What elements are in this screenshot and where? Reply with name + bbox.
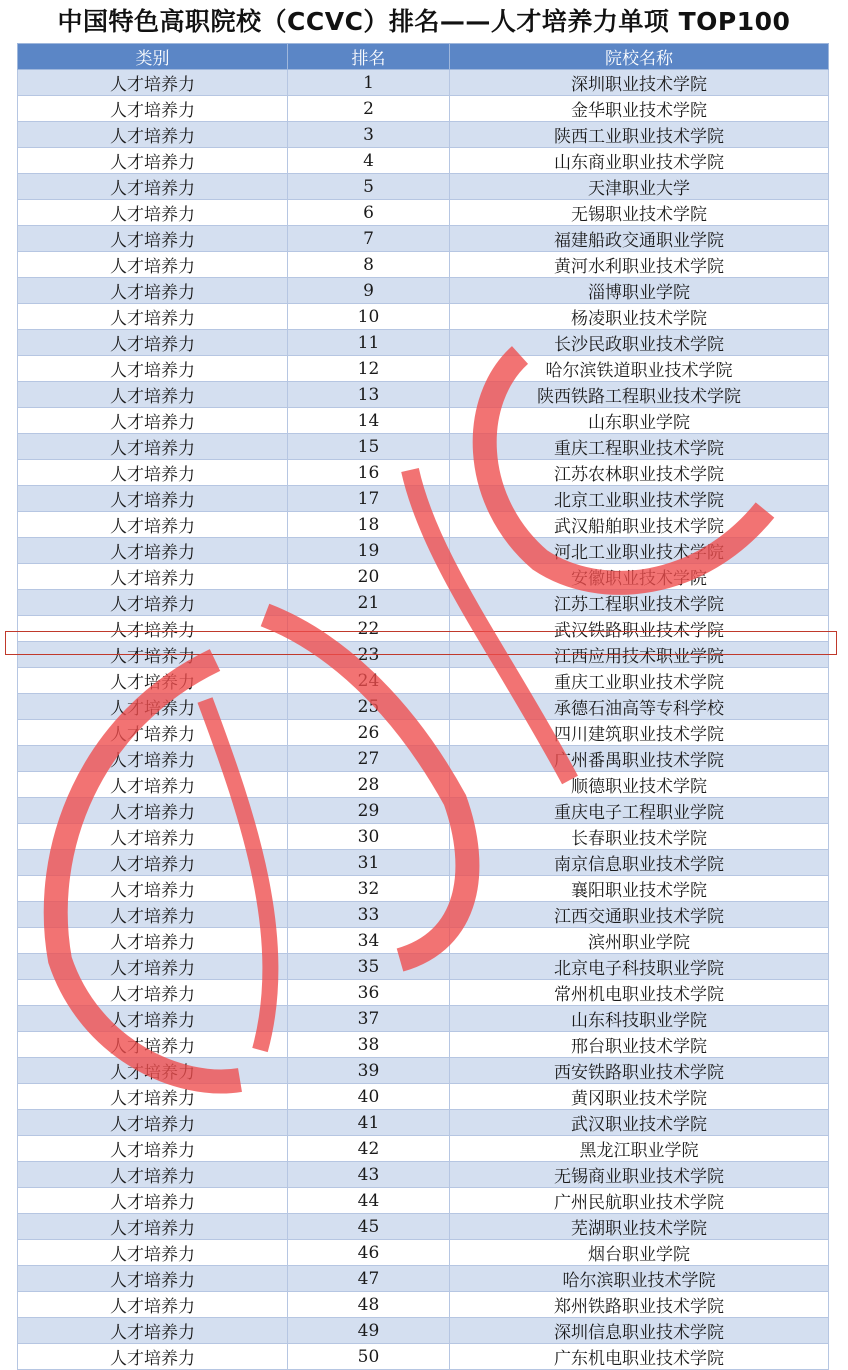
cell-school: 邢台职业技术学院 — [450, 1032, 829, 1058]
cell-school: 芜湖职业技术学院 — [450, 1214, 829, 1240]
table-row — [18, 928, 829, 954]
cell-category: 人才培养力 — [18, 590, 288, 616]
cell-category: 人才培养力 — [18, 564, 288, 590]
table-row — [18, 954, 829, 980]
table-row — [18, 434, 829, 460]
cell-rank: 33 — [288, 902, 450, 928]
cell-category: 人才培养力 — [18, 772, 288, 798]
table-row — [18, 226, 829, 252]
cell-category: 人才培养力 — [18, 460, 288, 486]
cell-category: 人才培养力 — [18, 1084, 288, 1110]
table-row — [18, 70, 829, 96]
cell-rank: 2 — [288, 96, 450, 122]
cell-rank: 14 — [288, 408, 450, 434]
table-row — [18, 304, 829, 330]
table-row — [18, 96, 829, 122]
cell-category: 人才培养力 — [18, 954, 288, 980]
cell-rank: 45 — [288, 1214, 450, 1240]
cell-rank: 34 — [288, 928, 450, 954]
cell-category: 人才培养力 — [18, 304, 288, 330]
cell-category: 人才培养力 — [18, 200, 288, 226]
cell-category: 人才培养力 — [18, 1266, 288, 1292]
cell-rank: 17 — [288, 486, 450, 512]
cell-rank: 29 — [288, 798, 450, 824]
cell-school: 江西交通职业技术学院 — [450, 902, 829, 928]
cell-school: 山东商业职业技术学院 — [450, 148, 829, 174]
table-row — [18, 980, 829, 1006]
cell-category: 人才培养力 — [18, 1006, 288, 1032]
cell-school: 襄阳职业技术学院 — [450, 876, 829, 902]
cell-category: 人才培养力 — [18, 408, 288, 434]
cell-rank: 9 — [288, 278, 450, 304]
table-row — [18, 1318, 829, 1344]
table-row — [18, 1240, 829, 1266]
table-row — [18, 694, 829, 720]
cell-rank: 43 — [288, 1162, 450, 1188]
table-row — [18, 252, 829, 278]
table-row — [18, 460, 829, 486]
cell-school: 广州番禺职业技术学院 — [450, 746, 829, 772]
table-row — [18, 668, 829, 694]
table-row — [18, 1084, 829, 1110]
cell-category: 人才培养力 — [18, 1188, 288, 1214]
cell-rank: 49 — [288, 1318, 450, 1344]
cell-category: 人才培养力 — [18, 486, 288, 512]
table-row — [18, 408, 829, 434]
cell-category: 人才培养力 — [18, 1214, 288, 1240]
cell-rank: 30 — [288, 824, 450, 850]
cell-school: 北京电子科技职业学院 — [450, 954, 829, 980]
table-row — [18, 824, 829, 850]
cell-category: 人才培养力 — [18, 226, 288, 252]
table-row — [18, 772, 829, 798]
cell-category: 人才培养力 — [18, 1110, 288, 1136]
cell-category: 人才培养力 — [18, 902, 288, 928]
cell-rank: 46 — [288, 1240, 450, 1266]
cell-rank: 22 — [288, 616, 450, 642]
table-row — [18, 902, 829, 928]
cell-school: 江苏工程职业技术学院 — [450, 590, 829, 616]
cell-school: 天津职业大学 — [450, 174, 829, 200]
table-row — [18, 642, 829, 668]
cell-school: 重庆电子工程职业学院 — [450, 798, 829, 824]
cell-rank: 15 — [288, 434, 450, 460]
cell-rank: 5 — [288, 174, 450, 200]
cell-school: 江西应用技术职业学院 — [450, 642, 829, 668]
cell-school: 武汉职业技术学院 — [450, 1110, 829, 1136]
cell-rank: 6 — [288, 200, 450, 226]
cell-school: 安徽职业技术学院 — [450, 564, 829, 590]
cell-rank: 36 — [288, 980, 450, 1006]
table-row — [18, 876, 829, 902]
cell-category: 人才培养力 — [18, 980, 288, 1006]
cell-school: 黄河水利职业技术学院 — [450, 252, 829, 278]
cell-category: 人才培养力 — [18, 616, 288, 642]
cell-rank: 18 — [288, 512, 450, 538]
cell-category: 人才培养力 — [18, 668, 288, 694]
table-row — [18, 148, 829, 174]
cell-school: 哈尔滨铁道职业技术学院 — [450, 356, 829, 382]
cell-rank: 50 — [288, 1344, 450, 1370]
cell-category: 人才培养力 — [18, 1292, 288, 1318]
cell-rank: 42 — [288, 1136, 450, 1162]
cell-school: 重庆工业职业技术学院 — [450, 668, 829, 694]
cell-category: 人才培养力 — [18, 434, 288, 460]
table-row — [18, 382, 829, 408]
column-header-category: 类别 — [18, 44, 288, 70]
table-row — [18, 538, 829, 564]
cell-category: 人才培养力 — [18, 1058, 288, 1084]
cell-category: 人才培养力 — [18, 174, 288, 200]
cell-rank: 3 — [288, 122, 450, 148]
cell-school: 四川建筑职业技术学院 — [450, 720, 829, 746]
cell-school: 深圳信息职业技术学院 — [450, 1318, 829, 1344]
cell-school: 重庆工程职业技术学院 — [450, 434, 829, 460]
cell-school: 烟台职业学院 — [450, 1240, 829, 1266]
cell-rank: 37 — [288, 1006, 450, 1032]
cell-category: 人才培养力 — [18, 928, 288, 954]
cell-rank: 25 — [288, 694, 450, 720]
cell-category: 人才培养力 — [18, 1162, 288, 1188]
cell-rank: 39 — [288, 1058, 450, 1084]
cell-rank: 21 — [288, 590, 450, 616]
cell-school: 杨凌职业技术学院 — [450, 304, 829, 330]
table-row — [18, 798, 829, 824]
cell-rank: 27 — [288, 746, 450, 772]
cell-category: 人才培养力 — [18, 1032, 288, 1058]
cell-school: 武汉船舶职业技术学院 — [450, 512, 829, 538]
cell-category: 人才培养力 — [18, 538, 288, 564]
cell-school: 顺德职业技术学院 — [450, 772, 829, 798]
cell-category: 人才培养力 — [18, 798, 288, 824]
table-row — [18, 720, 829, 746]
cell-school: 无锡职业技术学院 — [450, 200, 829, 226]
cell-rank: 32 — [288, 876, 450, 902]
cell-school: 长春职业技术学院 — [450, 824, 829, 850]
cell-rank: 7 — [288, 226, 450, 252]
cell-category: 人才培养力 — [18, 330, 288, 356]
cell-category: 人才培养力 — [18, 70, 288, 96]
cell-school: 常州机电职业技术学院 — [450, 980, 829, 1006]
cell-rank: 41 — [288, 1110, 450, 1136]
cell-school: 山东科技职业学院 — [450, 1006, 829, 1032]
table-row — [18, 356, 829, 382]
cell-school: 哈尔滨职业技术学院 — [450, 1266, 829, 1292]
cell-school: 南京信息职业技术学院 — [450, 850, 829, 876]
cell-rank: 44 — [288, 1188, 450, 1214]
cell-rank: 26 — [288, 720, 450, 746]
cell-rank: 10 — [288, 304, 450, 330]
table-row — [18, 200, 829, 226]
table-row — [18, 122, 829, 148]
cell-rank: 20 — [288, 564, 450, 590]
cell-category: 人才培养力 — [18, 148, 288, 174]
cell-school: 山东职业学院 — [450, 408, 829, 434]
cell-rank: 11 — [288, 330, 450, 356]
column-header-school: 院校名称 — [450, 44, 829, 70]
cell-school: 黑龙江职业学院 — [450, 1136, 829, 1162]
cell-rank: 48 — [288, 1292, 450, 1318]
table-row — [18, 1162, 829, 1188]
column-header-rank: 排名 — [288, 44, 450, 70]
cell-school: 长沙民政职业技术学院 — [450, 330, 829, 356]
table-row — [18, 590, 829, 616]
cell-school: 淄博职业学院 — [450, 278, 829, 304]
cell-rank: 12 — [288, 356, 450, 382]
cell-rank: 38 — [288, 1032, 450, 1058]
table-row — [18, 1006, 829, 1032]
cell-rank: 19 — [288, 538, 450, 564]
table-body — [18, 70, 829, 1370]
cell-rank: 8 — [288, 252, 450, 278]
page-title: 中国特色高职院校（CCVC）排名——人才培养力单项 TOP100 — [57, 7, 791, 36]
cell-rank: 40 — [288, 1084, 450, 1110]
table-row — [18, 1058, 829, 1084]
table-row — [18, 174, 829, 200]
table-row — [18, 850, 829, 876]
cell-category: 人才培养力 — [18, 876, 288, 902]
table-row — [18, 1266, 829, 1292]
cell-category: 人才培养力 — [18, 1136, 288, 1162]
cell-rank: 31 — [288, 850, 450, 876]
table-row — [18, 1110, 829, 1136]
cell-school: 广东机电职业技术学院 — [450, 1344, 829, 1370]
cell-school: 河北工业职业技术学院 — [450, 538, 829, 564]
cell-category: 人才培养力 — [18, 122, 288, 148]
cell-category: 人才培养力 — [18, 694, 288, 720]
cell-rank: 24 — [288, 668, 450, 694]
table-row — [18, 616, 829, 642]
table-row — [18, 278, 829, 304]
cell-school: 深圳职业技术学院 — [450, 70, 829, 96]
cell-rank: 35 — [288, 954, 450, 980]
cell-school: 滨州职业学院 — [450, 928, 829, 954]
table-row — [18, 1214, 829, 1240]
cell-school: 江苏农林职业技术学院 — [450, 460, 829, 486]
table-row — [18, 512, 829, 538]
cell-rank: 16 — [288, 460, 450, 486]
cell-school: 广州民航职业技术学院 — [450, 1188, 829, 1214]
table-row — [18, 1032, 829, 1058]
cell-category: 人才培养力 — [18, 1318, 288, 1344]
cell-school: 武汉铁路职业技术学院 — [450, 616, 829, 642]
cell-category: 人才培养力 — [18, 1344, 288, 1370]
cell-category: 人才培养力 — [18, 720, 288, 746]
table-row — [18, 1292, 829, 1318]
cell-school: 承德石油高等专科学校 — [450, 694, 829, 720]
cell-school: 西安铁路职业技术学院 — [450, 1058, 829, 1084]
cell-category: 人才培养力 — [18, 746, 288, 772]
cell-school: 金华职业技术学院 — [450, 96, 829, 122]
cell-school: 陕西铁路工程职业技术学院 — [450, 382, 829, 408]
cell-school: 黄冈职业技术学院 — [450, 1084, 829, 1110]
table-row — [18, 486, 829, 512]
table-row — [18, 1188, 829, 1214]
cell-category: 人才培养力 — [18, 278, 288, 304]
cell-category: 人才培养力 — [18, 850, 288, 876]
cell-category: 人才培养力 — [18, 252, 288, 278]
cell-category: 人才培养力 — [18, 1240, 288, 1266]
cell-category: 人才培养力 — [18, 824, 288, 850]
ranking-table — [17, 43, 829, 1370]
table-row — [18, 330, 829, 356]
cell-category: 人才培养力 — [18, 512, 288, 538]
cell-category: 人才培养力 — [18, 642, 288, 668]
table-row — [18, 564, 829, 590]
cell-category: 人才培养力 — [18, 382, 288, 408]
table-row — [18, 746, 829, 772]
cell-category: 人才培养力 — [18, 356, 288, 382]
cell-rank: 4 — [288, 148, 450, 174]
table-header-row — [18, 44, 829, 70]
cell-school: 无锡商业职业技术学院 — [450, 1162, 829, 1188]
cell-school: 郑州铁路职业技术学院 — [450, 1292, 829, 1318]
cell-rank: 23 — [288, 642, 450, 668]
cell-school: 陕西工业职业技术学院 — [450, 122, 829, 148]
table-row — [18, 1136, 829, 1162]
cell-school: 北京工业职业技术学院 — [450, 486, 829, 512]
cell-school: 福建船政交通职业学院 — [450, 226, 829, 252]
cell-category: 人才培养力 — [18, 96, 288, 122]
cell-rank: 1 — [288, 70, 450, 96]
cell-rank: 13 — [288, 382, 450, 408]
cell-rank: 28 — [288, 772, 450, 798]
cell-rank: 47 — [288, 1266, 450, 1292]
